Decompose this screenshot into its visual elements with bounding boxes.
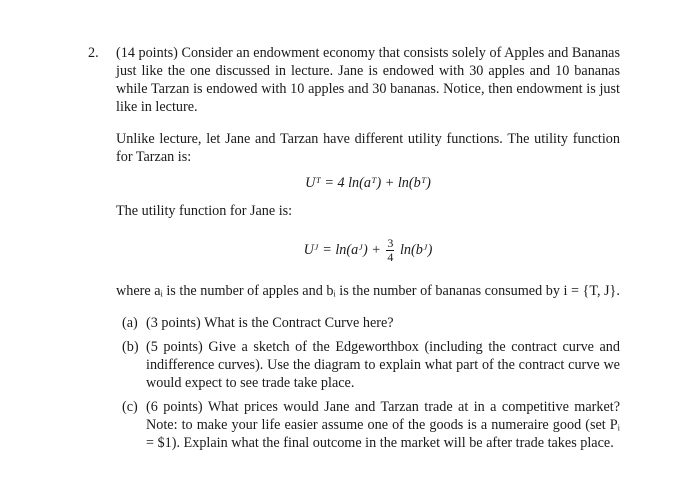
problem-intro-text: (14 points) Consider an endowment economy that consists solely of Apples and Bananas just like the one discussed in lecture. Jane is endowed with 30 apples and 10 bananas while Tarzan is endowed with 10 apples and 30 bananas. Notice, then endowment is just like in lecture. [116, 45, 620, 115]
problem-part-c [116, 398, 620, 452]
part-text: (3 points) What is the Contract Curve here? [146, 315, 394, 331]
jane-utility-text: The utility function for Jane is: [116, 203, 293, 219]
jane-equation-left: Uᴶ = ln(aᴶ) + [303, 242, 381, 258]
problem-parts-list [116, 314, 620, 452]
problem-number: 2. [88, 45, 99, 61]
part-label: (b) [122, 339, 139, 355]
jane-equation-right: ln(bᴶ) [399, 242, 433, 258]
tarzan-utility-text: Unlike lecture, let Jane and Tarzan have different utility functions. The utility function for Tarzan is: [116, 131, 620, 165]
variable-definition-text: where aᵢ is the number of apples and bᵢ is the number of bananas consumed by i = {T, J}. [116, 283, 620, 299]
problem-2 [88, 44, 620, 458]
fraction-denominator: 4 [387, 250, 394, 265]
fraction-numerator: 3 [387, 236, 394, 251]
part-label: (a) [122, 315, 138, 331]
tarzan-utility-equation: Uᵀ = 4 ln(aᵀ) + ln(bᵀ) [305, 175, 431, 191]
part-text: (6 points) What prices would Jane and Tarzan trade at in a competitive market? Note: to make your life easier assume one of the goods is a numeraire good (set Pᵢ = $1). Explain what the final outcome in the market will be after trade takes place. [146, 399, 620, 451]
problem-part-a [116, 314, 620, 332]
part-text: (5 points) Give a sketch of the Edgeworthbox (including the contract curve and indifference curves). Use the diagram to explain what part of the contract curve we would expect to see trade take place. [146, 339, 620, 391]
part-label: (c) [122, 399, 138, 415]
jane-utility-equation [116, 230, 620, 270]
problem-part-b [116, 338, 620, 392]
problem-intro [88, 44, 620, 116]
fraction-three-quarters [386, 237, 394, 264]
